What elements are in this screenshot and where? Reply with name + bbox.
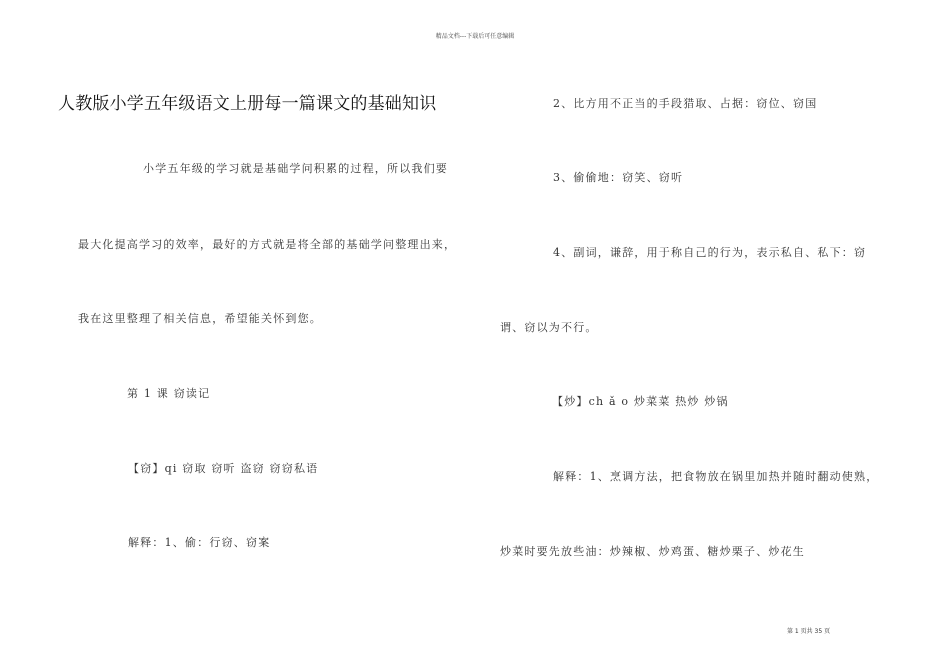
page-number: 第 1 页共 35 页 bbox=[787, 628, 831, 635]
vocab-entry-chao: 【炒】ch ǎ o 炒菜菜 热炒 炒锅 bbox=[552, 395, 729, 408]
explanation-line-2: 2、比方用不正当的手段猎取、占据：窃位、窃国 bbox=[553, 97, 818, 110]
explanation-line-1: 解释：1、偷：行窃、窃案 bbox=[128, 536, 271, 549]
explanation-line-4a: 4、副词，谦辞，用于称自己的行为，表示私自、私下：窃 bbox=[553, 246, 867, 259]
intro-line-3: 我在这里整理了相关信息，希望能关怀到您。 bbox=[78, 312, 322, 325]
intro-line-1: 小学五年级的学习就是基础学问积累的过程，所以我们要 bbox=[143, 162, 448, 175]
explanation-line-3: 3、偷偷地：窃笑、窃听 bbox=[553, 171, 684, 184]
chao-explanation-line-a: 解释：1、烹调方法，把食物放在锅里加热并随时翻动使熟， bbox=[553, 470, 879, 483]
chao-explanation-line-b: 炒菜时要先放些油：炒辣椒、炒鸡蛋、糖炒栗子、炒花生 bbox=[500, 545, 805, 558]
explanation-line-4b: 谓、窃以为不行。 bbox=[500, 321, 598, 334]
page-header: 精品文档---下载后可任意编辑 bbox=[435, 33, 515, 40]
lesson-heading: 第 1 课 窃读记 bbox=[127, 387, 211, 400]
intro-line-2: 最大化提高学习的效率，最好的方式就是将全部的基础学问整理出来， bbox=[78, 238, 457, 251]
vocab-entry-qie: 【窃】qi 窃取 窃听 盗窃 窃窃私语 bbox=[128, 462, 319, 475]
document-title: 人教版小学五年级语文上册每一篇课文的基础知识 bbox=[58, 94, 437, 114]
